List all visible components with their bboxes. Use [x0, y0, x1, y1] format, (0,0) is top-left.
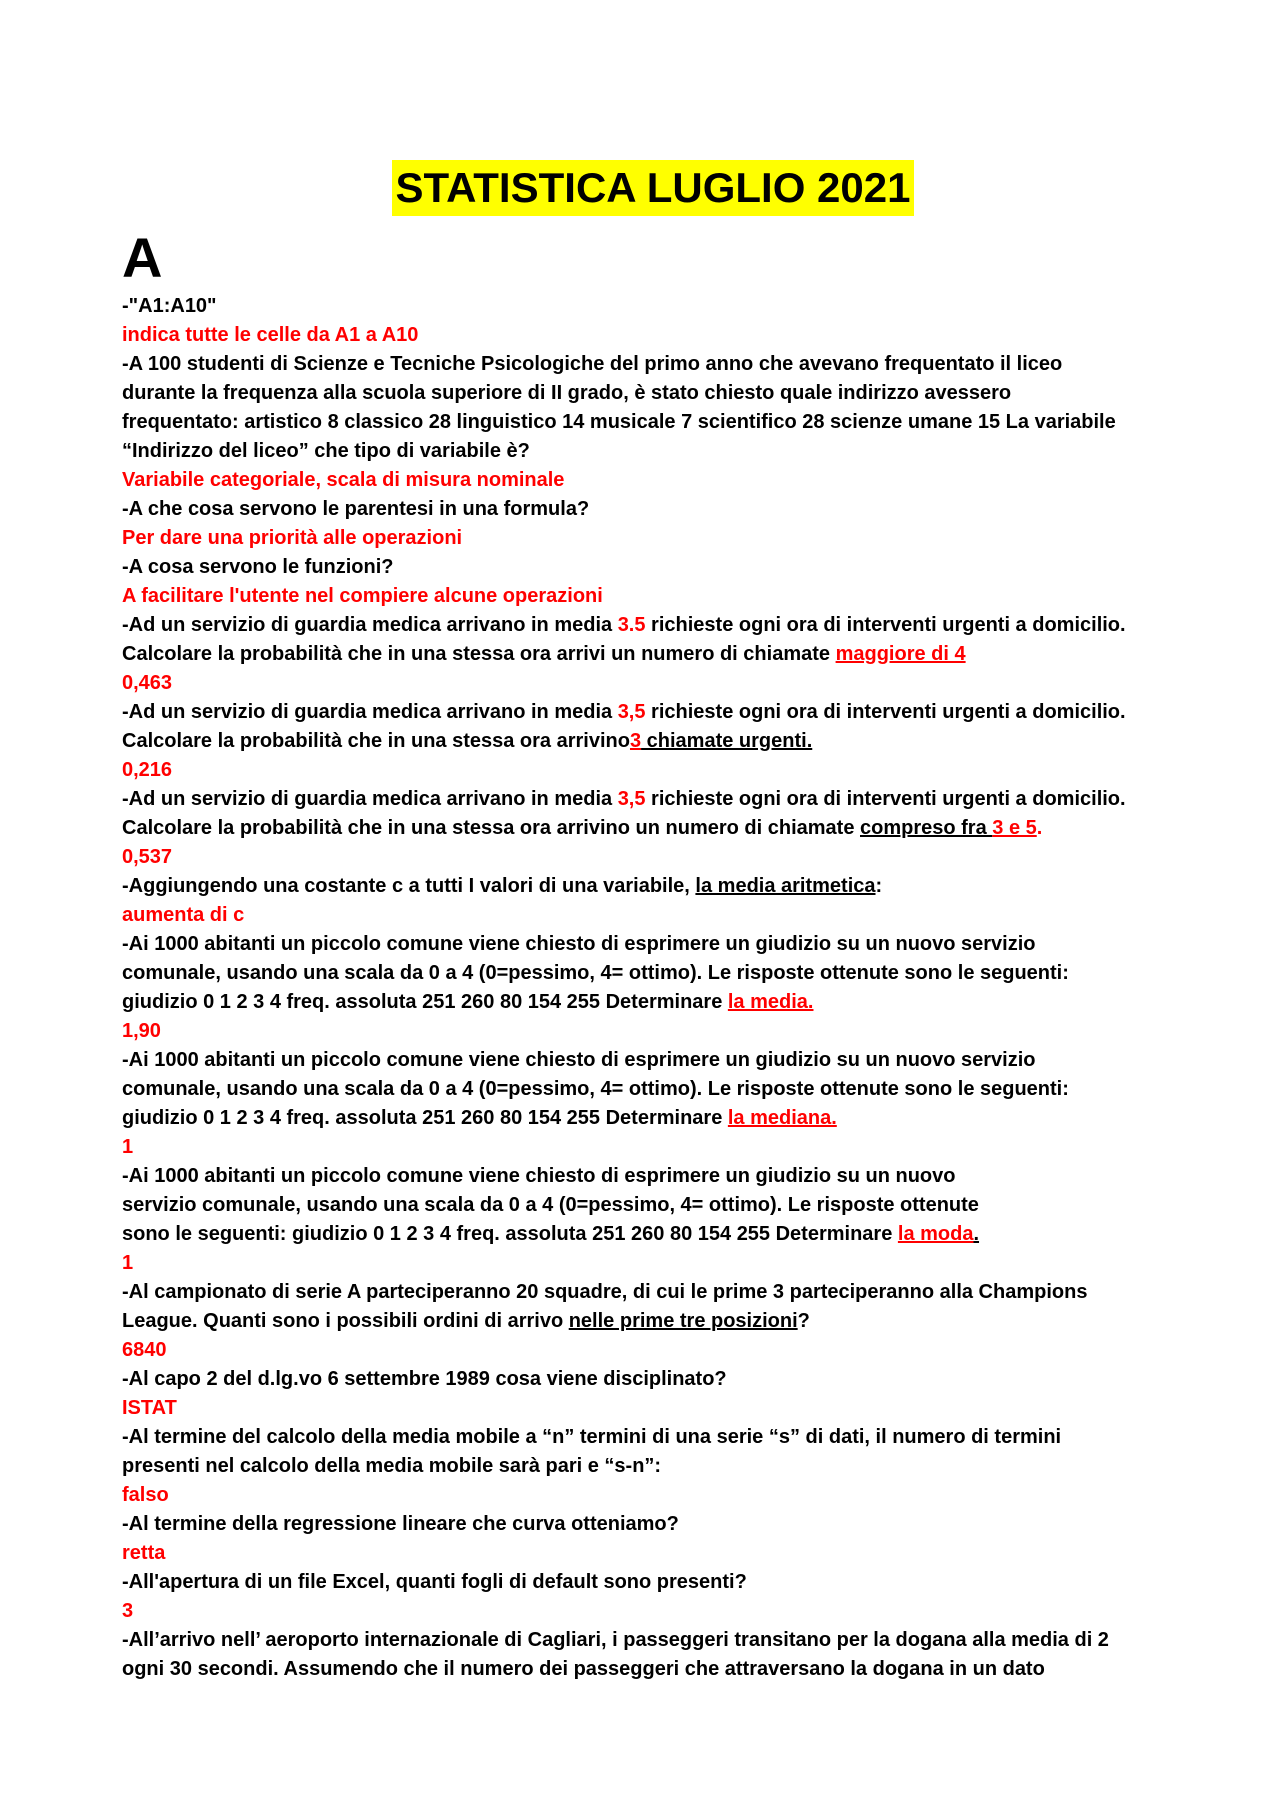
highlighted-number: 3,5 — [617, 788, 646, 810]
question-text: ogni 30 secondi. Assumendo che il numero dei passeggeri che attraversano la dogana in un dato — [122, 1658, 1045, 1680]
question-fragment: . — [1036, 817, 1043, 839]
question-text: comunale, usando una scala da 0 a 4 (0=pessimo, 4= ottimo). Le risposte ottenute sono le seguenti: — [122, 1078, 1069, 1100]
question-text — [122, 1307, 1180, 1336]
question-text: -All’arrivo nell’ aeroporto internazionale di Cagliari, i passeggeri transitano per la dogana alla media di 2 — [122, 1629, 1109, 1651]
title-wrap — [122, 160, 1180, 216]
question-fragment: Calcolare la probabilità che in una stessa ora arrivino — [122, 730, 630, 752]
answer-text: A facilitare l'utente nel compiere alcune operazioni — [122, 585, 603, 607]
question-text: servizio comunale, usando una scala da 0 a 4 (0=pessimo, 4= ottimo). Le risposte ottenute — [122, 1194, 979, 1216]
question-fragment: -Ad un servizio di guardia medica arrivano in media — [122, 701, 618, 723]
question-text: -Al termine della regressione lineare che curva otteniamo? — [122, 1513, 679, 1535]
question-fragment: sono le seguenti: giudizio 0 1 2 3 4 freq. assoluta 251 260 80 154 255 Determinare — [122, 1223, 898, 1245]
answer-text: 1,90 — [122, 1020, 161, 1042]
question-text: -A cosa servono le funzioni? — [122, 556, 394, 578]
question-list — [122, 292, 1180, 1684]
question-fragment: richieste ogni ora di interventi urgenti a domicilio. — [645, 788, 1126, 810]
question-text: comunale, usando una scala da 0 a 4 (0=pessimo, 4= ottimo). Le risposte ottenute sono le seguenti: — [122, 962, 1069, 984]
highlighted-phrase: la moda — [897, 1223, 974, 1245]
answer-text: indica tutte le celle da A1 a A10 — [122, 324, 419, 346]
question-text — [122, 611, 1180, 640]
question-fragment: Calcolare la probabilità che in una stessa ora arrivi un numero di chiamate — [122, 643, 836, 665]
question-fragment: giudizio 0 1 2 3 4 freq. assoluta 251 260 80 154 255 Determinare — [122, 991, 728, 1013]
question-text: -Al termine del calcolo della media mobile a “n” termini di una serie “s” di dati, il numero di termini — [122, 1426, 1062, 1448]
underlined-phrase: chiamate urgenti. — [641, 730, 813, 752]
question-text: presenti nel calcolo della media mobile sarà pari e “s-n”: — [122, 1455, 662, 1477]
answer-text: ISTAT — [122, 1397, 177, 1419]
question-text — [122, 1220, 1180, 1249]
question-fragment: . — [973, 1223, 980, 1245]
question-text — [122, 727, 1180, 756]
question-text — [122, 698, 1180, 727]
question-text — [122, 785, 1180, 814]
question-fragment: richieste ogni ora di interventi urgenti a domicilio. — [645, 614, 1126, 636]
question-text: frequentato: artistico 8 classico 28 linguistico 14 musicale 7 scientifico 28 scienze umane 15 La variabile — [122, 411, 1116, 433]
question-text: -Al campionato di serie A parteciperanno 20 squadre, di cui le prime 3 parteciperanno alla Champions — [122, 1281, 1088, 1303]
question-text: -Ai 1000 abitanti un piccolo comune viene chiesto di esprimere un giudizio su un nuovo servizio — [122, 1049, 1036, 1071]
question-text: -"A1:A10" — [122, 295, 217, 317]
highlighted-phrase: maggiore di 4 — [835, 643, 966, 665]
answer-text: Per dare una priorità alle operazioni — [122, 527, 463, 549]
answer-text: 3 — [122, 1600, 134, 1622]
question-fragment: -Ad un servizio di guardia medica arrivano in media — [122, 614, 618, 636]
question-text: -Al capo 2 del d.lg.vo 6 settembre 1989 cosa viene disciplinato? — [122, 1368, 727, 1390]
question-text — [122, 814, 1180, 843]
answer-text: 0,537 — [122, 846, 173, 868]
answer-text: 1 — [122, 1136, 134, 1158]
question-fragment: -Aggiungendo una costante c a tutti I valori di una variabile, — [122, 875, 696, 897]
answer-text: falso — [122, 1484, 169, 1506]
question-fragment: -Ad un servizio di guardia medica arrivano in media — [122, 788, 618, 810]
question-fragment: richieste ogni ora di interventi urgenti a domicilio. — [645, 701, 1126, 723]
answer-text: 1 — [122, 1252, 134, 1274]
answer-text: Variabile categoriale, scala di misura nominale — [122, 469, 565, 491]
question-text: -Ai 1000 abitanti un piccolo comune viene chiesto di esprimere un giudizio su un nuovo — [122, 1165, 956, 1187]
highlighted-number: 3 — [629, 730, 642, 752]
question-text: -Ai 1000 abitanti un piccolo comune viene chiesto di esprimere un giudizio su un nuovo servizio — [122, 933, 1036, 955]
question-fragment: League. Quanti sono i possibili ordini di arrivo — [122, 1310, 569, 1332]
answer-text: aumenta di c — [122, 904, 245, 926]
highlighted-number: 3,5 — [617, 701, 646, 723]
highlighted-phrase: la mediana. — [727, 1107, 837, 1129]
highlighted-phrase: la media. — [727, 991, 814, 1013]
highlighted-number: 3.5 — [617, 614, 646, 636]
section-letter: A — [122, 226, 163, 289]
question-text — [122, 988, 1180, 1017]
question-fragment: ? — [797, 1310, 810, 1332]
answer-text: 0,216 — [122, 759, 173, 781]
question-fragment: : — [875, 875, 883, 897]
underlined-phrase: la media aritmetica — [695, 875, 876, 897]
document-title: STATISTICA LUGLIO 2021 — [392, 160, 915, 216]
question-text: -A 100 studenti di Scienze e Tecniche Psicologiche del primo anno che avevano frequentato il liceo — [122, 353, 1063, 375]
question-text: -A che cosa servono le parentesi in una formula? — [122, 498, 590, 520]
question-text: durante la frequenza alla scuola superiore di II grado, è stato chiesto quale indirizzo avessero — [122, 382, 1012, 404]
answer-text: retta — [122, 1542, 166, 1564]
question-fragment: Calcolare la probabilità che in una stessa ora arrivino un numero di chiamate — [122, 817, 860, 839]
question-fragment: giudizio 0 1 2 3 4 freq. assoluta 251 260 80 154 255 Determinare — [122, 1107, 728, 1129]
question-text: “Indirizzo del liceo” che tipo di variabile è? — [122, 440, 530, 462]
highlighted-phrase: 3 e 5 — [992, 817, 1037, 839]
answer-text: 0,463 — [122, 672, 173, 694]
question-text — [122, 1104, 1180, 1133]
question-text: -All'apertura di un file Excel, quanti fogli di default sono presenti? — [122, 1571, 747, 1593]
answer-text: 6840 — [122, 1339, 167, 1361]
underlined-phrase: compreso fra — [860, 817, 993, 839]
underlined-phrase: nelle prime tre posizioni — [568, 1310, 798, 1332]
question-text — [122, 640, 1180, 669]
question-text — [122, 872, 1180, 901]
